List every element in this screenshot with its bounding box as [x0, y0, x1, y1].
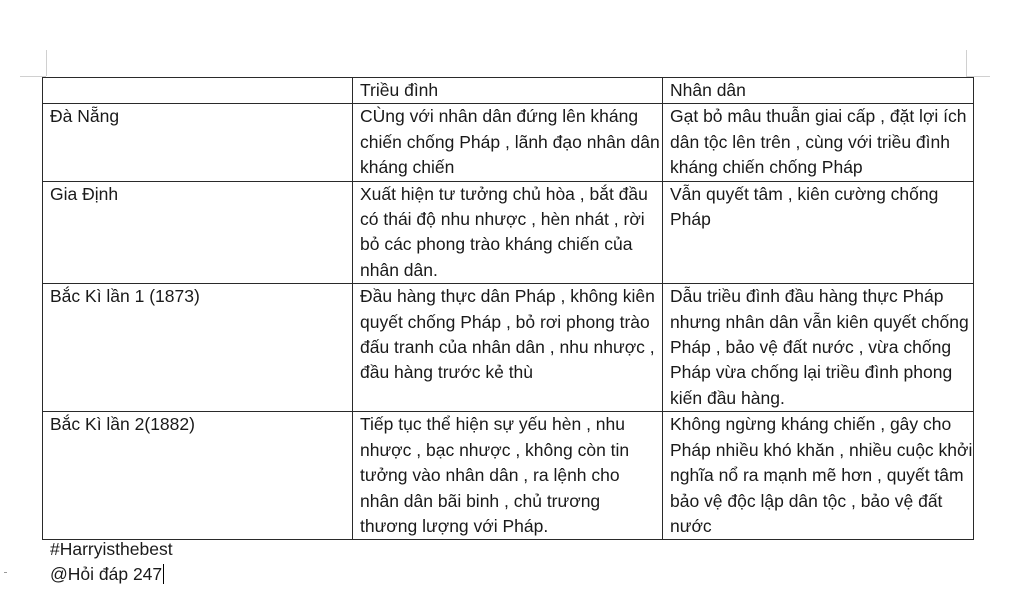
cell-court[interactable]: Xuất hiện tư tưởng chủ hòa , bắt đầu có thái độ nhu nhược , hèn nhát , rời bỏ các phong trào kháng chiến của nhân dân. — [353, 181, 663, 284]
credit-text: @Hỏi đáp 247 — [50, 564, 163, 584]
cell-place[interactable]: Bắc Kì lần 2(1882) — [43, 412, 353, 540]
header-cell-empty[interactable] — [43, 78, 353, 104]
cell-place[interactable]: Đà Nẵng — [43, 104, 353, 181]
cell-people[interactable]: Dẫu triều đình đầu hàng thực Pháp nhưng nhân dân vẫn kiên quyết chống Pháp , bảo vệ đất nước , vừa chống Pháp vừa chống lại triều đình phong kiến đầu hàng. — [663, 284, 974, 412]
table-row — [43, 104, 974, 181]
crop-mark-top-left-vertical — [46, 50, 47, 76]
table-header-row — [43, 78, 974, 104]
header-cell-court[interactable]: Triều đình — [353, 78, 663, 104]
table-row — [43, 412, 974, 540]
hashtag-text: #Harryisthebest — [50, 539, 173, 559]
edge-tick-mark — [4, 572, 7, 573]
cell-court[interactable]: Tiếp tục thể hiện sự yếu hèn , nhu nhược , bạc nhược , không còn tin tưởng vào nhân dân , ra lệnh cho nhân dân bãi binh , chủ trương thương lượng với Pháp. — [353, 412, 663, 540]
credit-line[interactable] — [50, 563, 164, 585]
cell-place[interactable]: Bắc Kì lần 1 (1873) — [43, 284, 353, 412]
comparison-table — [42, 77, 974, 540]
crop-mark-top-right-vertical — [966, 50, 967, 76]
cell-place[interactable]: Gia Định — [43, 181, 353, 284]
cell-people[interactable]: Không ngừng kháng chiến , gây cho Pháp nhiều khó khăn , nhiều cuộc khởi nghĩa nổ ra mạnh mẽ hơn , quyết tâm bảo vệ độc lập dân tộc , bảo vệ đất nước — [663, 412, 974, 540]
cell-court[interactable]: CÙng với nhân dân đứng lên kháng chiến chống Pháp , lãnh đạo nhân dân kháng chiến — [353, 104, 663, 181]
cell-people[interactable]: Gạt bỏ mâu thuẫn giai cấp , đặt lợi ích dân tộc lên trên , cùng với triều đình kháng chiến chống Pháp — [663, 104, 974, 181]
text-cursor — [163, 564, 164, 584]
cell-people[interactable]: Vẫn quyết tâm , kiên cường chống Pháp — [663, 181, 974, 284]
table-row — [43, 181, 974, 284]
cell-court[interactable]: Đầu hàng thực dân Pháp , không kiên quyết chống Pháp , bỏ rơi phong trào đấu tranh của nhân dân , nhu nhược , đầu hàng trước kẻ thù — [353, 284, 663, 412]
header-cell-people[interactable]: Nhân dân — [663, 78, 974, 104]
table-row — [43, 284, 974, 412]
hashtag-line[interactable] — [50, 538, 173, 560]
